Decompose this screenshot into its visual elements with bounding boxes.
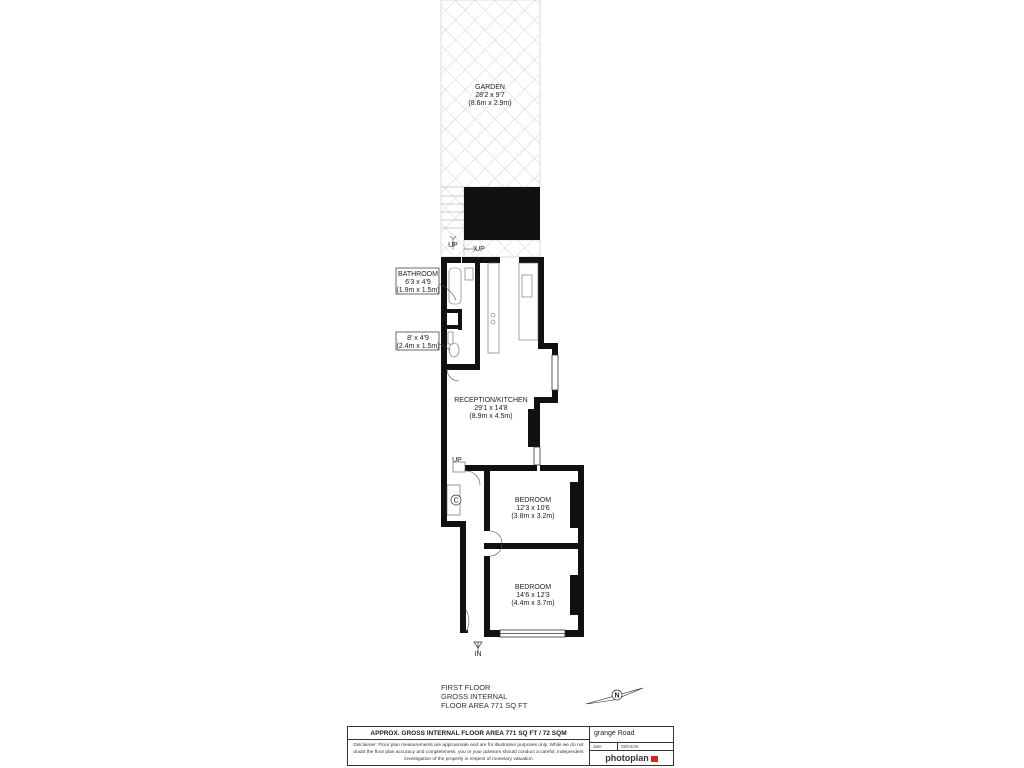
disclaimer-text: Disclaimer: Floor plan measurements are approximate and are for illustrative purposes only. While we do not doubt the floor plan accuracy and completeness, you or your advisors should conduct a careful, independent investigation of the property in respect of monetary valuation bbox=[353, 743, 584, 762]
date-value: 08/04/25 bbox=[621, 744, 639, 749]
svg-text:C: C bbox=[453, 497, 459, 505]
svg-text:(1.9m x 1.5m): (1.9m x 1.5m) bbox=[396, 287, 440, 294]
room-label-bedroom-1 bbox=[511, 497, 554, 520]
room-label-reception-kitchen bbox=[454, 397, 528, 420]
stair-label-up-1: UP bbox=[448, 242, 458, 249]
room-label-bedroom-2 bbox=[511, 584, 554, 607]
brand-logo bbox=[590, 751, 673, 763]
disclaimer-panel bbox=[347, 726, 590, 766]
total-area-title: APPROX. GROSS INTERNAL FLOOR AREA 771 SQ FT / 72 SQM bbox=[348, 727, 589, 740]
compass-icon bbox=[586, 688, 643, 704]
svg-text:BEDROOM: BEDROOM bbox=[514, 497, 552, 504]
brand-name: photoplan bbox=[605, 753, 649, 763]
svg-text:8' x 4'9: 8' x 4'9 bbox=[407, 335, 429, 342]
date-label: date bbox=[590, 743, 618, 750]
svg-text:(2.4m x 1.5m): (2.4m x 1.5m) bbox=[396, 343, 440, 350]
svg-text:(4.4m x 3.7m): (4.4m x 3.7m) bbox=[511, 600, 555, 607]
svg-text:(8.9m x 4.5m): (8.9m x 4.5m) bbox=[469, 413, 513, 420]
entrance-label: IN bbox=[474, 651, 482, 658]
svg-text:14'6 x 12'3: 14'6 x 12'3 bbox=[516, 592, 550, 599]
stair-label-up-2: UP bbox=[475, 246, 485, 253]
svg-text:BEDROOM: BEDROOM bbox=[514, 584, 552, 591]
walls bbox=[441, 257, 584, 637]
kitchen-units bbox=[488, 263, 538, 353]
garden-area bbox=[441, 0, 540, 257]
stair-label-up-3: UP bbox=[452, 457, 462, 464]
floor-area-value: FLOOR AREA 771 SQ FT bbox=[441, 701, 528, 710]
brand-mark-icon bbox=[651, 756, 658, 762]
date-row bbox=[590, 743, 673, 751]
svg-text:RECEPTION/KITCHEN: RECEPTION/KITCHEN bbox=[454, 397, 528, 404]
svg-text:12'3 x 10'6: 12'3 x 10'6 bbox=[516, 505, 550, 512]
svg-text:29'1 x 14'8: 29'1 x 14'8 bbox=[474, 405, 508, 412]
svg-text:GARDEN: GARDEN bbox=[475, 84, 505, 91]
svg-text:(3.8m x 3.2m): (3.8m x 3.2m) bbox=[511, 513, 555, 520]
svg-text:(8.6m x 2.9m): (8.6m x 2.9m) bbox=[468, 100, 512, 107]
cupboard bbox=[447, 485, 461, 515]
roof-block bbox=[464, 187, 540, 240]
svg-text:BATHROOM: BATHROOM bbox=[398, 271, 438, 278]
floor-name: FIRST FLOOR bbox=[441, 683, 491, 692]
address-panel bbox=[590, 726, 674, 766]
gross-internal-label: GROSS INTERNAL bbox=[441, 692, 508, 701]
property-address: grange Road bbox=[590, 727, 673, 743]
svg-text:28'2 x 9'7: 28'2 x 9'7 bbox=[475, 92, 505, 99]
svg-text:6'3 x 4'9: 6'3 x 4'9 bbox=[405, 279, 431, 286]
floor-area-info bbox=[441, 683, 527, 710]
svg-text:N: N bbox=[614, 692, 620, 700]
